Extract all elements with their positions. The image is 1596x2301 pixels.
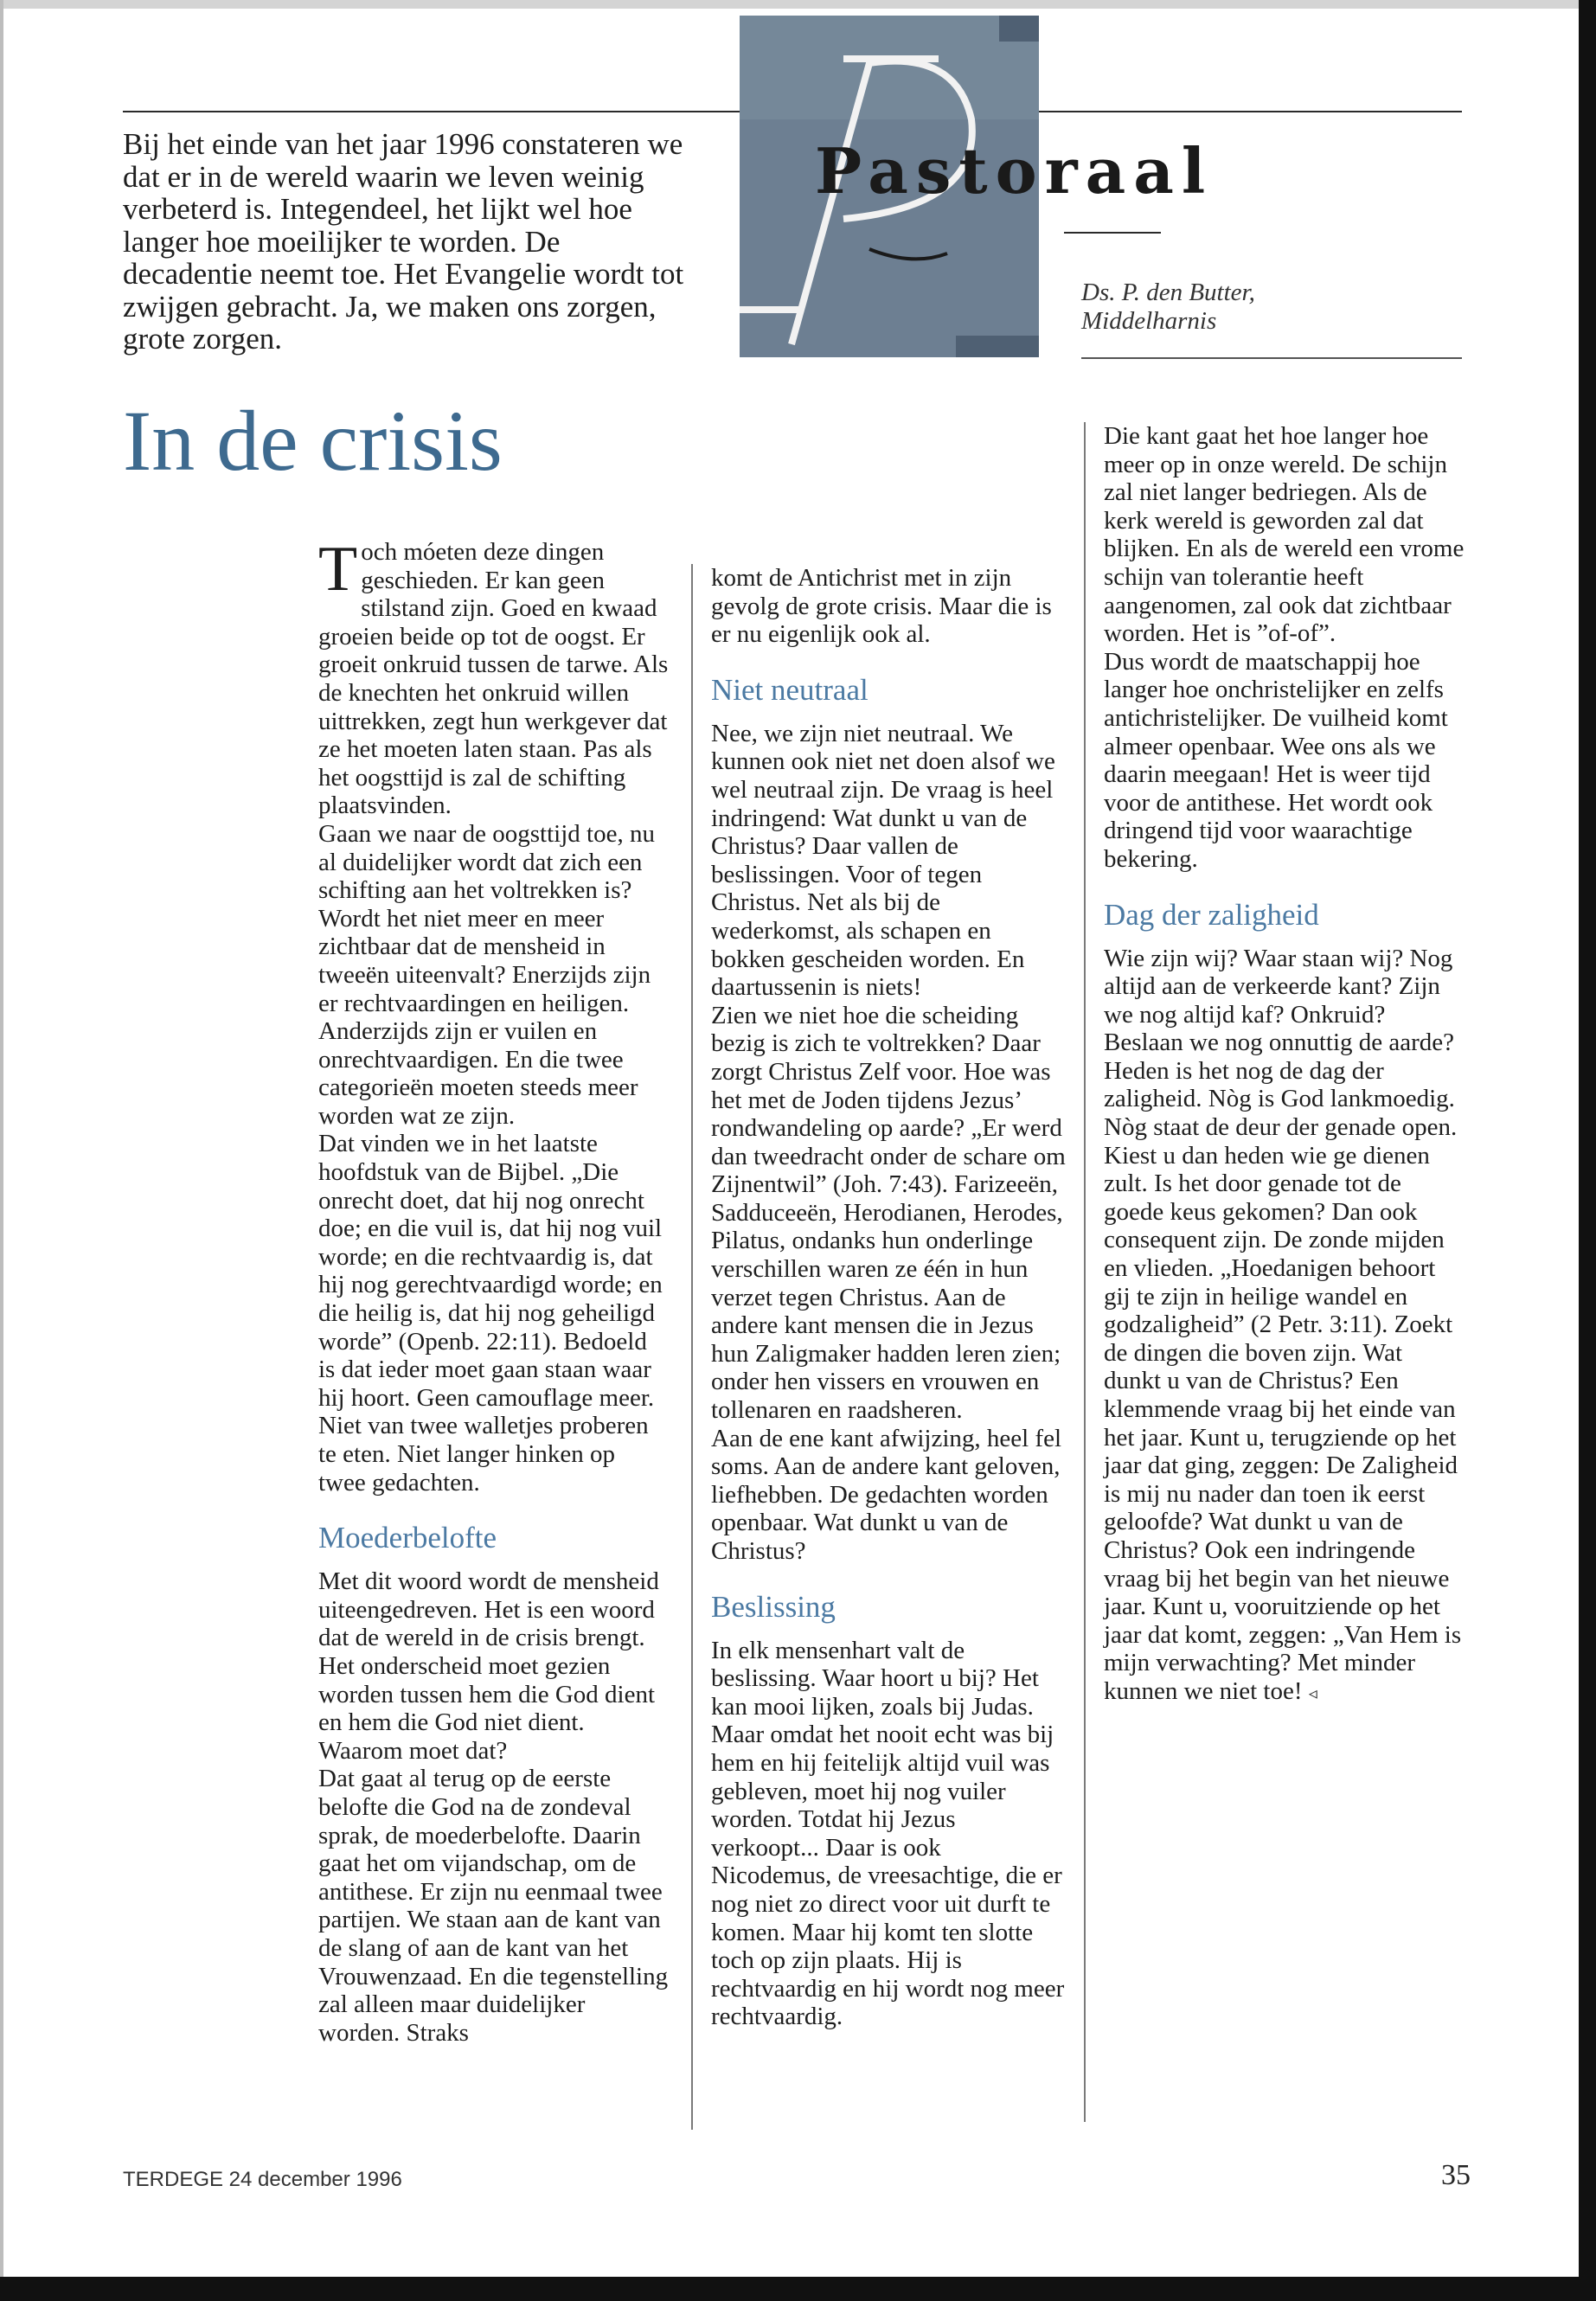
col1-paragraph-3: Dat vinden we in het laatste hoofdstuk van de Bijbel. „Die onrecht doet, dat hij nog onrecht doe; en die vuil is, dat hij nog vuil worde; en die rechtvaardig is, dat hij nog gerechtvaardigd worde; en die heilig is, dat hij nog geheiligd worde” (Openb. 22:11). Bedoeld is dat ieder moet gaan staan waar hij hoort. Geen camouflage meer. Niet van twee walletjes proberen te eten. Niet langer hinken op twee gedachten. [318,1130,663,1497]
col1-paragraph-5: Dat gaat al terug op de eerste belofte die God na de zondeval sprak, de moederbelofte. Daarin gaat het om vijandschap, om de antithese. Er zijn nu eenmaal twee partijen. We staan aan de kant van de slang of aan de kant van het Vrouwenzaad. En die tegenstelling zal alleen maar duidelijker worden. Straks [318,1765,669,2047]
heading-niet-neutraal: Niet neutraal [711,672,869,707]
col3-paragraph-2: Dus wordt de maatschappij hoe langer hoe onchristelijker en zelfs antichristelijker. De vuilheid komt almeer openbaar. Wee ons als we daarin meegaan! Het is weer tijd voor de antithese. Het wordt ook dringend tijd voor waarachtige bekering. [1104,647,1448,873]
article-column-2 [711,564,1066,2031]
banner-accent-top [999,16,1039,42]
page-number: 35 [1441,2159,1471,2191]
col1-paragraph-4: Met dit woord wordt de mensheid uiteengedreven. Het is een woord dat de wereld in de crisis brengt. Het onderscheid moet gezien worden tussen hem die God dient en hem die God niet dient. Waarom moet dat? [318,1567,659,1765]
rubric-title: Pastoraal [815,134,1214,208]
col3-paragraph-3-text: Wie zijn wij? Waar staan wij? Nog altijd aan de verkeerde kant? Zijn we nog altijd kaf? Onkruid? Beslaan we nog onnuttig de aarde? Heden is het nog de dag der zaligheid. Nòg is God lankmoedig. Nòg staat de deur der genade open. Kiest u dan heden wie ge dienen zult. Is het door genade tot de goede keus gekomen? Dan ook consequent zijn. De zonde mijden en vlieden. „Hoedanigen behoort gij te zijn in heilige wandel en godzaligheid” (2 Petr. 3:11). Zoekt de dingen die boven zijn. Wat dunkt u van de Christus? Een klemmende vraag bij het einde van het jaar. Kunt u, terugziende op het jaar dat ging, zeggen: De Zaligheid is mij nu nader dan toen ik eerst geloofde? Wat dunkt u van de Christus? Ook een indringende vraag bij het begin van het nieuwe jaar. Kunt u, vooruitziende op het jaar dat komt, zeggen: „Van Hem is mijn verwachting? Met minder kunnen we niet toe! [1104,944,1462,1705]
intro-paragraph: Bij het einde van het jaar 1996 constateren we dat er in de wereld waarin we leven weinig verbeterd is. Integendeel, het lijkt wel hoe langer hoe moeilijker te worden. De decadentie neemt toe. Het Evangelie wordt tot zwijgen gebracht. Ja, we maken ons zorgen, grote zorgen. [123,127,684,356]
byline [1081,279,1255,336]
heading-dag-der-zaligheid: Dag der zaligheid [1104,897,1319,932]
header-rule-left [123,111,740,112]
article-title: In de crisis [123,393,503,489]
column-divider-1 [691,564,693,2130]
page-frame-bottom [0,2277,1596,2301]
col1-paragraph-2: Gaan we naar de oogsttijd toe, nu al duidelijker wordt dat zich een schifting aan het voltrekken is? Wordt het niet meer en meer zichtbaar dat de mensheid in tweeën uiteenvalt? Enerzijds zijn er rechtvaardingen en heiligen. Anderzijds zijn er vuilen en onrechtvaardigen. En die twee categorieën moeten steeds meer worden wat ze zijn. [318,819,655,1130]
header-rule-right [1039,111,1462,112]
col2-paragraph-4: Aan de ene kant afwijzing, heel fel soms. Aan de andere kant geloven, liefhebben. De gedachten worden openbaar. Wat dunkt u van de Christus? [711,1424,1062,1565]
byline-place: Middelharnis [1081,307,1217,335]
byline-author: Ds. P. den Butter, [1081,279,1255,306]
page-frame-top [0,0,1596,9]
col1-paragraph-1-text: och móeten deze dingen geschieden. Er kan geen stilstand zijn. Goed en kwaad groeien beide op tot de oogst. Er groeit onkruid tussen de tarwe. Als de knechten het onkruid willen uittrekken, zegt hun werkgever dat ze het moeten laten staan. Pas als het oogsttijd is zal de schifting plaatsvinden. [318,538,669,820]
banner-accent-bottom [956,336,1039,357]
article-column-3 [1104,422,1465,1708]
col3-paragraph-1: Die kant gaat het hoe langer hoe meer op in onze wereld. De schijn zal niet langer bedriegen. Als de kerk wereld is geworden zal dat blijken. En als de wereld een vrome schijn van tolerantie heeft aangenomen, zal ook dat zichtbaar worden. Het is ”of-of”. [1104,422,1465,648]
page-frame-right [1579,0,1596,2301]
banner-shade [740,16,1039,119]
heading-beslissing: Beslissing [711,1589,836,1624]
col2-paragraph-5: In elk mensenhart valt de beslissing. Waar hoort u bij? Het kan mooi lijken, zoals bij Judas. Maar omdat het nooit echt was bij hem en hij feitelijk altijd vuil was gebleven, moet hij nog vuiler worden. Totdat hij Jezus verkoopt... Daar is ook Nicodemus, de vreesachtige, die er nog niet zo direct voor uit durft te komen. Maar hij komt ten slotte toch op zijn plaats. Hij is rechtvaardig en hij wordt nog meer rechtvaardig. [711,1636,1065,2031]
col2-paragraph-2: Nee, we zijn niet neutraal. We kunnen ook niet net doen alsof we wel neutraal zijn. De vraag is heel indringend: Wat dunkt u van de Christus? Daar vallen de beslissingen. Voor of tegen Christus. Net als bij de wederkomst, als schapen en bokken gescheiden worden. En daartussenin is niets! [711,719,1055,1002]
byline-rule-bottom [1081,357,1462,359]
byline-rule-top [1064,232,1161,234]
page-frame-left [0,0,3,2301]
col2-paragraph-3: Zien we niet hoe die scheiding bezig is zich te voltrekken? Daar zorgt Christus Zelf voor. Hoe was het met de Joden tijdens Jezus’ rondwandeling op aarde? „Er werd dan tweedracht onder de schare om Zijnentwil” (Joh. 7:43). Farizeeën, Sadduceeën, Herodianen, Herodes, Pilatus, ondanks hun onderlinge verschillen waren ze één in hun verzet tegen Christus. Aan de andere kant mensen die in Jezus hun Zaligmaker hadden leren zien; onder hen vissers en vrouwen en tollenaren en raadsheren. [711,1001,1066,1425]
col3-paragraph-3 [1104,945,1465,1708]
col2-paragraph-1: komt de Antichrist met in zijn gevolg de grote crisis. Maar die is er nu eigenlijk ook al. [711,564,1052,649]
end-of-article-icon: ◃ [1308,1683,1317,1703]
heading-moederbelofte: Moederbelofte [318,1521,497,1555]
col1-paragraph-1 [318,534,669,820]
footer-publication: TERDEGE 24 december 1996 [123,2168,402,2191]
article-column-1 [318,534,669,2047]
drop-cap: T [318,534,358,605]
column-divider-2 [1084,422,1086,2122]
